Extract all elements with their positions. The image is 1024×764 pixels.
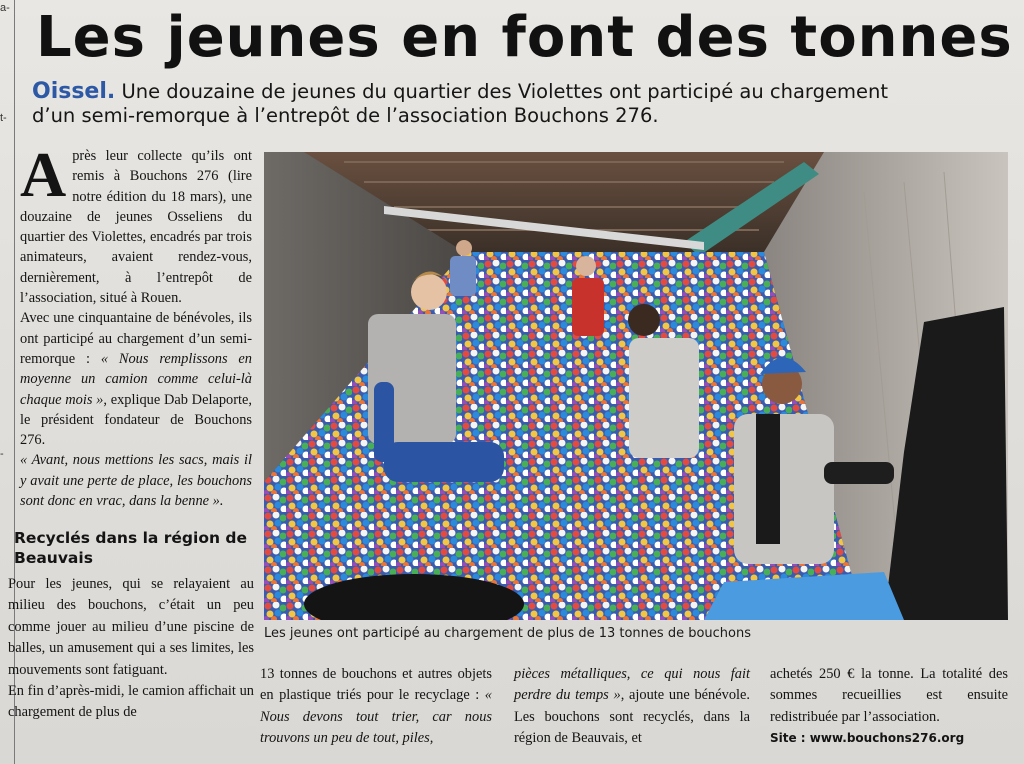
- margin-mark-middle: t-: [0, 112, 7, 124]
- deck-line-1: Une douzaine de jeunes du quartier des Violettes ont participé au chargement: [115, 80, 888, 103]
- paragraph-6-text: 13 tonnes de bouchons et autres objets en plastique triés pour le recyclage :: [260, 666, 492, 704]
- paragraph-4: Pour les jeunes, qui se relayaient au milieu des bouchons, c’était un peu comme jouer au milieu d’une piscine de balles, un amusement qui a ses limites, les mouvements sont fatiguant.: [8, 576, 254, 678]
- paragraph-7-text: , ajoute une bénévole. Les bouchons sont recyclés, dans la région de Beauvais, et: [514, 687, 750, 746]
- article-column-bottom-1: [260, 664, 492, 749]
- paragraph-8: achetés 250 € la tonne. La totalité des sommes recueillies est ensuite redistribuée par l’association.: [770, 666, 1008, 725]
- article-column-left-lower: [8, 574, 254, 724]
- paragraph-2: [20, 308, 252, 450]
- paragraph-2-end: , explique Dab Delaporte, le président fondateur de Bouchons 276.: [20, 391, 253, 449]
- photo-caption: Les jeunes ont participé au chargement de plus de 13 tonnes de bouchons: [264, 626, 751, 641]
- paragraph-1-text: près leur collecte qu’ils ont remis à Bouchons 276 (lire notre édition du 18 mars), une douzaine de jeunes Osseliens du quartier des Violettes, encadrés par trois animateurs, avaient rendez-vous, dernièrement, à l’entrepôt de l’association, situé à Rouen.: [20, 148, 252, 307]
- paragraph-2-start: Avec une cinquantaine de bénévoles, ils ont participé au chargement d’un semi-remorque :: [20, 310, 252, 367]
- paragraph-6: [260, 664, 492, 749]
- article-photo: [264, 152, 1008, 620]
- paragraph-3-quote: « Avant, nous mettions les sacs, mais il y avait une perte de place, les bouchons sont donc en vrac, dans la benne ».: [20, 452, 252, 510]
- website-reference: Site : www.bouchons276.org: [770, 730, 965, 745]
- margin-mark-top: a-: [0, 2, 10, 14]
- drop-cap: A: [20, 139, 67, 210]
- dateline-place: Oissel.: [32, 79, 116, 104]
- photo-illustration: [264, 152, 1008, 620]
- headline: Les jeunes en font des tonnes: [36, 5, 1013, 70]
- paragraph-5: En fin d’après-midi, le camion affichait un chargement de plus de: [8, 683, 254, 721]
- article-column-bottom-3: [770, 664, 1008, 749]
- article-column-left: [20, 139, 253, 511]
- article-column-bottom-2: [514, 664, 750, 749]
- article-deck: [32, 80, 912, 128]
- paragraph-1: [20, 139, 252, 308]
- paragraph-2-quote: « Nous remplissons en moyenne un camion comme celui-là chaque mois »: [20, 350, 252, 408]
- paragraph-6-quote: « Nous devons tout trier, car nous trouvons un peu de tout, piles,: [260, 687, 492, 746]
- paragraph-7-quote: pièces métalliques, ce qui nous fait perdre du temps »: [514, 666, 750, 704]
- paragraph-7: [514, 664, 750, 749]
- subheading: Recyclés dans la région de Beauvais: [14, 529, 248, 567]
- deck-line-2: d’un semi-remorque à l’entrepôt de l’association Bouchons 276.: [32, 104, 659, 127]
- margin-mark-lower: -: [0, 448, 4, 460]
